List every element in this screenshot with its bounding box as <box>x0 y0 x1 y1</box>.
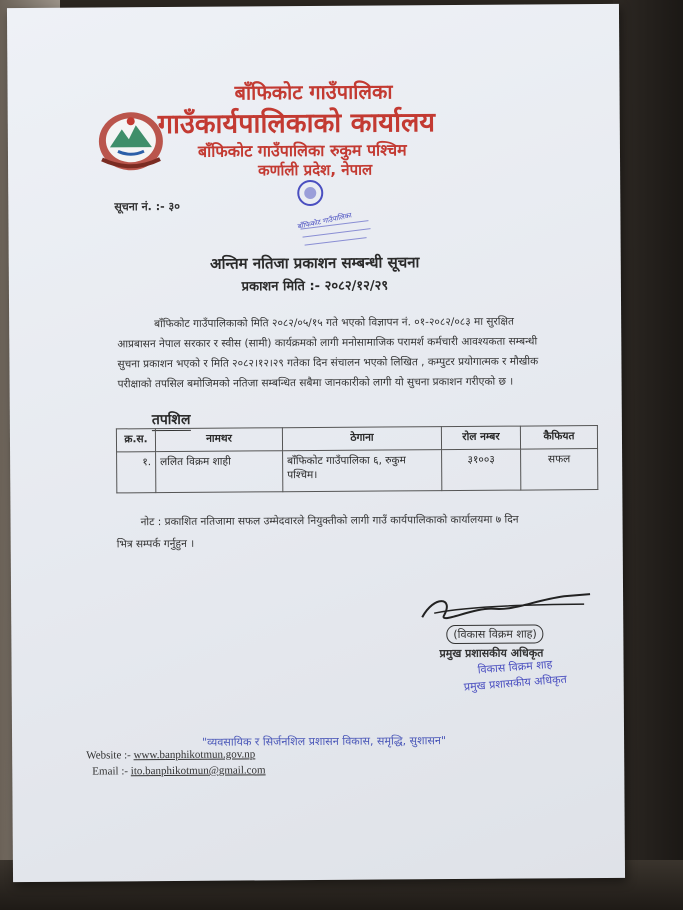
results-table <box>116 425 598 493</box>
publish-date: प्रकाशन मिति :- २०८२/१२/२९ <box>241 278 389 295</box>
office-title: गाउँकार्यपालिकाको कार्यालय <box>157 107 436 141</box>
stamp-text: बाँफिकोट गाउँपालिका <box>296 211 353 231</box>
section-heading: तपशिल <box>152 410 191 431</box>
cell-address: बाँफिकोट गाउँपालिका ६, रुकुम पश्चिम। <box>283 450 442 492</box>
email-label: Email :- <box>92 765 131 778</box>
office-stamp-icon <box>290 171 381 262</box>
email-line <box>92 764 265 777</box>
column-header: कैफियत <box>520 426 597 450</box>
website-link[interactable]: www.banphikotmun.gov.np <box>133 748 256 762</box>
notice-number: सूचना नं. :- ३० <box>114 199 180 214</box>
notice-title: अन्तिम नतिजा प्रकाशन सम्बन्धी सूचना <box>210 253 420 273</box>
body-line: आप्रबासन नेपाल सरकार र स्वीस (सामी) कार्यक्रमको लागी मनोसामाजिक परामर्श कर्मचारी आवश्यकता सम्बन्धी <box>117 335 538 351</box>
officer-name: (विकास विक्रम शाह) <box>446 624 544 644</box>
cell-serial: १. <box>117 452 156 493</box>
body-line: बाँफिकोट गाउँपालिकाको मिति २०८२/०५/१५ गते भएको विज्ञापन नं. ०१-२०८२/०८३ मा सुरक्षित <box>154 315 515 331</box>
body-line: सुचना प्रकाशन भएको र मिति २०८२।१२।२९ गतेका दिन संचालन भएको लिखित , कम्पुटर प्रयोगात्मक र मौखीक <box>117 355 539 371</box>
address-line-2: कर्णाली प्रदेश, नेपाल <box>258 160 373 180</box>
officer-title: प्रमुख प्रशासकीय अधिकृत <box>439 646 544 661</box>
slogan: "व्यवसायिक र सिर्जनशिल प्रशासन विकास, समृद्धि, सुशासन" <box>202 734 447 749</box>
website-line <box>86 748 255 761</box>
nepal-emblem-icon <box>96 107 166 173</box>
note-line: नोट : प्रकाशित नतिजामा सफल उम्मेदवारले नियुक्तीको लागी गाउँ कार्यपालिकाको कार्यालयमा ७ दिन <box>140 513 519 529</box>
column-header: ठेगाना <box>282 427 441 451</box>
stamp-officer-title: प्रमुख प्रशासकीय अधिकृत <box>463 672 568 694</box>
cell-name: ललित विक्रम शाही <box>156 451 283 493</box>
note-line: भित्र सम्पर्क गर्नुहुन । <box>116 537 195 551</box>
office-name: बाँफिकोट गाउँपालिका <box>234 79 393 105</box>
table-header-row <box>116 426 597 452</box>
email-link[interactable]: ito.banphikotmun@gmail.com <box>130 764 266 778</box>
table-row <box>117 449 598 493</box>
notice-paper <box>7 4 625 882</box>
column-header: रोल नम्बर <box>441 426 520 450</box>
column-header: क्र.स. <box>116 429 155 452</box>
cell-remarks: सफल <box>521 449 598 491</box>
stamp-officer-name: विकास विक्रम शाह <box>477 657 553 677</box>
body-line: परीक्षाको तपसिल बमोजिमको नतिजा सम्बन्धित सबैमा जानकारीको लागी यो सुचना प्रकाशन गरीएको छ । <box>117 375 514 391</box>
cell-roll-number: ३१००३ <box>442 449 521 491</box>
column-header: नामथर <box>155 428 282 452</box>
website-label: Website :- <box>86 749 134 762</box>
address-line-1: बाँफिकोट गाउँपालिका रुकुम पश्चिम <box>197 140 407 161</box>
